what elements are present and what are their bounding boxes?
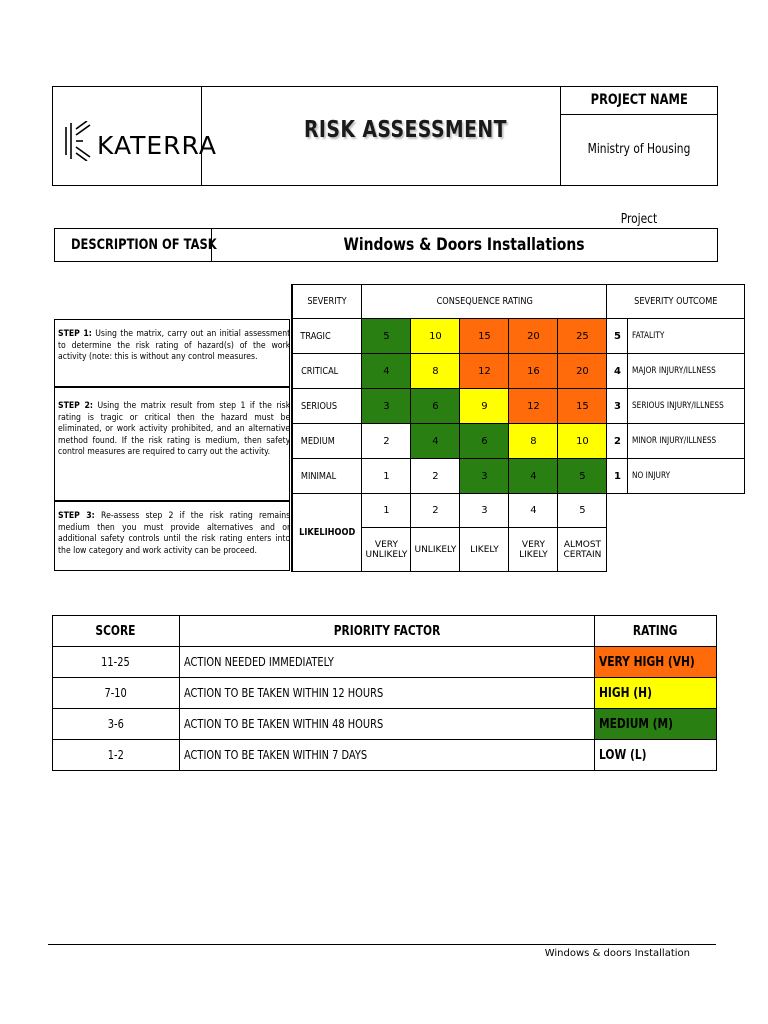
priority-row [53, 709, 717, 740]
likelihood-label-cell: LIKELY [460, 528, 509, 572]
likelihood-number: 2 [411, 494, 460, 528]
severity-header: SEVERITY [292, 285, 362, 319]
likelihood-number: 4 [509, 494, 558, 528]
likelihood-label-cell: VERY LIKELY [509, 528, 558, 572]
risk-score-cell: 15 [558, 389, 607, 424]
consequence-rating-header: CONSEQUENCE RATING [362, 285, 607, 319]
document-title: RISK ASSESSMENT [304, 117, 507, 143]
risk-score-cell: 6 [460, 424, 509, 459]
risk-matrix [291, 284, 745, 572]
risk-score-cell: 20 [509, 319, 558, 354]
likelihood-label-cell: UNLIKELY [411, 528, 460, 572]
severity-outcome-header: SEVERITY OUTCOME [607, 285, 745, 319]
risk-score-cell: 12 [460, 354, 509, 389]
risk-score-cell: 2 [411, 459, 460, 494]
project-cell [561, 87, 717, 227]
likelihood-number: 1 [362, 494, 411, 528]
matrix-row [292, 354, 745, 389]
outcome-number: 3 [607, 389, 628, 424]
risk-score-cell: 20 [558, 354, 607, 389]
document-header [52, 86, 718, 227]
priority-header-row [53, 616, 717, 647]
likelihood-label-cell: VERY UNLIKELY [362, 528, 411, 572]
priority-factor-cell: ACTION TO BE TAKEN WITHIN 7 DAYS [179, 740, 595, 771]
project-name-value: Ministry of Housing Project [587, 142, 691, 227]
outcome-label: MAJOR INJURY/ILLNESS [628, 354, 745, 389]
rating-cell: MEDIUM (M) [595, 709, 717, 740]
outcome-number: 5 [607, 319, 628, 354]
score-header: SCORE [53, 616, 180, 647]
step-2: STEP 2: Using the matrix result from step 1 if the risk rating is tragic or critical then the hazard must be eliminated, or work activity prohibited, and an alternative method found. If the risk rating is medium, then safety control measures are required to carry out the activity. [54, 387, 290, 501]
title-cell [202, 87, 561, 185]
rating-cell: VERY HIGH (VH) [595, 647, 717, 678]
outcome-label: MINOR INJURY/ILLNESS [628, 424, 745, 459]
severity-label: MEDIUM [292, 424, 362, 459]
risk-score-cell: 3 [460, 459, 509, 494]
project-name-label: PROJECT NAME [561, 87, 717, 115]
risk-score-cell: 12 [509, 389, 558, 424]
rating-header: RATING [595, 616, 717, 647]
outcome-label: FATALITY [628, 319, 745, 354]
risk-score-cell: 10 [411, 319, 460, 354]
risk-score-cell: 1 [362, 459, 411, 494]
task-description [54, 228, 718, 262]
priority-row [53, 647, 717, 678]
logo-text: KATERRA [97, 131, 218, 160]
logo-cell [53, 87, 218, 185]
step-3: STEP 3: Re-assess step 2 if the risk rating remains medium then you must provide alternatives and or additional safety controls until the risk rating enters into the low category and work activity can be proceed. [54, 501, 290, 571]
outcome-number: 4 [607, 354, 628, 389]
risk-score-cell: 3 [362, 389, 411, 424]
likelihood-label-cell: ALMOST CERTAIN [558, 528, 607, 572]
matrix-row [292, 424, 745, 459]
score-cell: 1-2 [53, 740, 180, 771]
matrix-blank [607, 494, 745, 572]
priority-factor-cell: ACTION NEEDED IMMEDIATELY [179, 647, 595, 678]
rating-cell: LOW (L) [595, 740, 717, 771]
risk-score-cell: 2 [362, 424, 411, 459]
risk-score-cell: 5 [362, 319, 411, 354]
likelihood-label: LIKELIHOOD [292, 494, 362, 572]
footer-text: Windows & doors Installation [544, 948, 690, 959]
risk-score-cell: 4 [362, 354, 411, 389]
risk-score-cell: 9 [460, 389, 509, 424]
severity-label: SERIOUS [292, 389, 362, 424]
outcome-label: NO INJURY [628, 459, 745, 494]
matrix-row [292, 459, 745, 494]
risk-score-cell: 16 [509, 354, 558, 389]
rating-cell: HIGH (H) [595, 678, 717, 709]
severity-label: MINIMAL [292, 459, 362, 494]
matrix-row [292, 319, 745, 354]
katerra-logo-icon [63, 121, 91, 161]
severity-label: CRITICAL [292, 354, 362, 389]
risk-score-cell: 8 [411, 354, 460, 389]
score-cell: 7-10 [53, 678, 180, 709]
risk-score-cell: 15 [460, 319, 509, 354]
likelihood-number: 5 [558, 494, 607, 528]
priority-factor-header: PRIORITY FACTOR [179, 616, 595, 647]
priority-factor-cell: ACTION TO BE TAKEN WITHIN 48 HOURS [179, 709, 595, 740]
priority-row [53, 678, 717, 709]
likelihood-number: 3 [460, 494, 509, 528]
priority-factor-cell: ACTION TO BE TAKEN WITHIN 12 HOURS [179, 678, 595, 709]
task-value: Windows & Doors Installations [343, 235, 586, 255]
task-label: DESCRIPTION OF TASK [55, 229, 212, 261]
score-cell: 11-25 [53, 647, 180, 678]
priority-table [52, 615, 717, 771]
risk-score-cell: 4 [411, 424, 460, 459]
risk-score-cell: 25 [558, 319, 607, 354]
step-1: STEP 1: Using the matrix, carry out an initial assessment to determine the risk rating of hazard(s) of the work activity (note: this is without any control measures. [54, 319, 290, 387]
outcome-number: 1 [607, 459, 628, 494]
score-cell: 3-6 [53, 709, 180, 740]
risk-score-cell: 4 [509, 459, 558, 494]
risk-score-cell: 10 [558, 424, 607, 459]
outcome-label: SERIOUS INJURY/ILLNESS [628, 389, 745, 424]
matrix-row [292, 389, 745, 424]
footer-divider [48, 944, 716, 945]
risk-score-cell: 6 [411, 389, 460, 424]
severity-label: TRAGIC [292, 319, 362, 354]
outcome-number: 2 [607, 424, 628, 459]
priority-row [53, 740, 717, 771]
risk-score-cell: 5 [558, 459, 607, 494]
risk-score-cell: 8 [509, 424, 558, 459]
